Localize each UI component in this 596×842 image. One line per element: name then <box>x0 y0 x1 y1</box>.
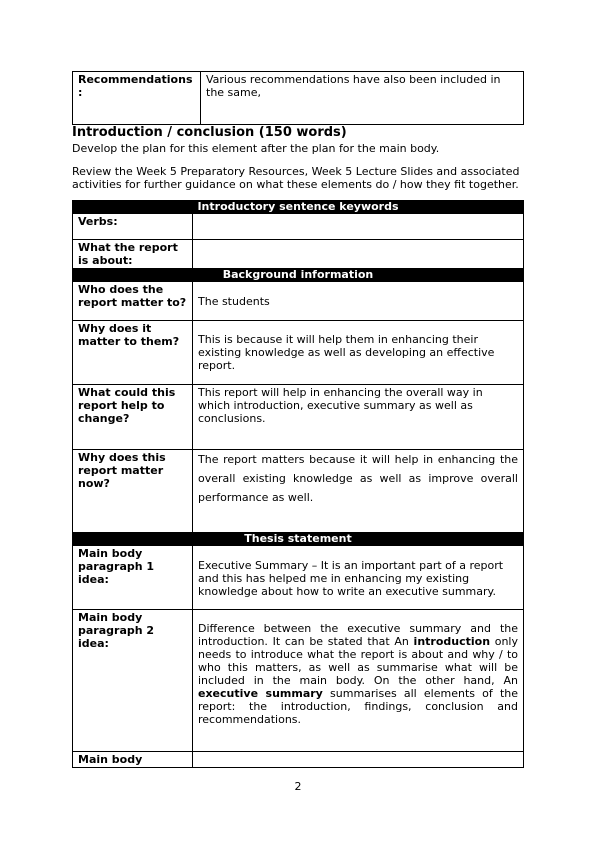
value-who-matters: The students <box>193 282 524 321</box>
header-background-information: Background information <box>73 269 524 282</box>
header-row-thesis <box>73 533 524 546</box>
instruction-paragraph-2: Review the Week 5 Preparatory Resources, Week 5 Lecture Slides and associated activities for further guidance on what these elements do / how they fit together. <box>72 165 520 191</box>
row-verbs <box>73 214 524 240</box>
recommendations-value: Various recommendations have also been included in the same, <box>201 72 524 125</box>
label-paragraph-1: Main body paragraph 1 idea: <box>73 546 193 610</box>
header-thesis-statement: Thesis statement <box>73 533 524 546</box>
row-what-change <box>73 385 524 450</box>
p2-bold-introduction: introduction <box>413 635 491 648</box>
label-verbs: Verbs: <box>73 214 193 240</box>
instruction-paragraph-1: Develop the plan for this element after the plan for the main body. <box>72 142 440 155</box>
header-row-background <box>73 269 524 282</box>
row-why-now <box>73 450 524 533</box>
p2-text-a: Difference between the executive summary and the introduction. It can be stated that An <box>198 622 518 648</box>
label-why-now: Why does this report matter now? <box>73 450 193 533</box>
row-report-about <box>73 240 524 269</box>
header-row-introductory-keywords <box>73 201 524 214</box>
label-why-matters: Why does it matter to them? <box>73 321 193 385</box>
label-paragraph-2: Main body paragraph 2 idea: <box>73 610 193 752</box>
row-paragraph-1 <box>73 546 524 610</box>
value-what-change: This report will help in enhancing the overall way in which introduction, executive summary as well as conclusions. <box>193 385 524 450</box>
recommendations-table <box>72 71 524 125</box>
row-paragraph-3 <box>73 752 524 768</box>
recommendations-row <box>73 72 524 125</box>
label-who-matters: Who does the report matter to? <box>73 282 193 321</box>
row-why-matters <box>73 321 524 385</box>
planning-table <box>72 200 524 768</box>
value-paragraph-3 <box>193 752 524 768</box>
value-verbs <box>193 214 524 240</box>
header-introductory-keywords: Introductory sentence keywords <box>73 201 524 214</box>
row-who-matters <box>73 282 524 321</box>
label-what-change: What could this report help to change? <box>73 385 193 450</box>
value-paragraph-1: Executive Summary – It is an important part of a report and this has helped me in enhancing my existing knowledge about how to write an executive summary. <box>193 546 524 610</box>
value-why-now: The report matters because it will help in enhancing the overall existing knowledge as well as improve overall performance as well. <box>193 450 524 533</box>
row-paragraph-2 <box>73 610 524 752</box>
page-number: 2 <box>294 780 302 793</box>
value-report-about <box>193 240 524 269</box>
recommendations-label: Recommendations : <box>73 72 201 125</box>
value-paragraph-2 <box>193 610 524 752</box>
p2-bold-executive-summary: executive summary <box>198 687 323 700</box>
p2-text-c: summarises all elements of the report: the introduction, findings, conclusion and recommendations. <box>198 687 518 726</box>
label-report-about: What the report is about: <box>73 240 193 269</box>
section-heading: Introduction / conclusion (150 words) <box>72 125 347 140</box>
p2-text-b: only needs to introduce what the report is about and why / to who this matters, as well as summarise what will be included in the main body. On the other hand, An <box>198 635 518 687</box>
value-why-matters: This is because it will help them in enhancing their existing knowledge as well as developing an effective report. <box>193 321 524 385</box>
label-paragraph-3: Main body <box>73 752 193 768</box>
